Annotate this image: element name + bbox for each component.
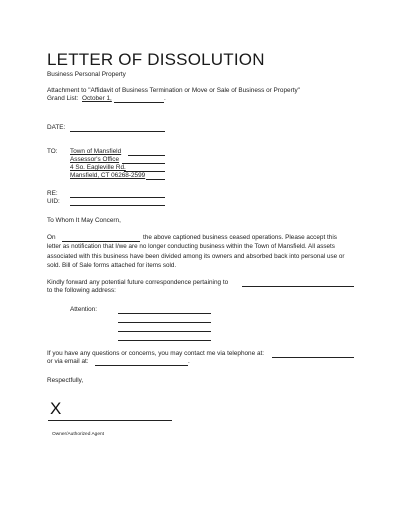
address-line-4-fill <box>146 179 165 180</box>
attachment-note: Attachment to "Affidavit of Business Termination or Move or Sale of Business or Property" <box>47 87 300 94</box>
telephone-line[interactable] <box>272 357 354 358</box>
grand-list-label: Grand List: <box>47 95 79 102</box>
address-line-2-fill <box>122 163 165 164</box>
re-line[interactable] <box>70 197 165 198</box>
to-label: TO: <box>47 148 58 155</box>
email-line[interactable] <box>95 365 188 366</box>
signature-caption: Owner/Authorized Agent <box>52 432 104 437</box>
document-title: LETTER OF DISSOLUTION <box>47 50 265 69</box>
forward-business-line[interactable] <box>242 286 354 287</box>
attention-line-4[interactable] <box>118 340 211 341</box>
document-subtitle: Business Personal Property <box>47 71 126 78</box>
re-label: RE: <box>47 190 58 197</box>
questions-label: If you have any questions or concerns, you may contact me via telephone at: <box>47 350 265 357</box>
date-label: DATE: <box>47 124 66 131</box>
date-line[interactable] <box>70 131 165 132</box>
signature-line[interactable] <box>48 420 172 421</box>
address-line-2: Assessor's Office <box>70 156 120 163</box>
attention-label: Attention: <box>70 306 98 313</box>
signature-mark: X <box>50 399 62 418</box>
attention-line-1[interactable] <box>118 313 211 314</box>
address-line-3: 4 So. Eagleville Rd. <box>70 164 126 171</box>
closing: Respectfully, <box>47 377 84 384</box>
grand-list-value: October 1, <box>82 95 112 102</box>
grand-list-year-line[interactable] <box>114 102 164 103</box>
uid-label: UID: <box>47 198 60 205</box>
email-label: or via email at: <box>47 358 89 365</box>
forward-label: Kindly forward any potential future correspondence pertaining to <box>47 279 229 286</box>
on-label: On <box>47 234 56 241</box>
uid-line[interactable] <box>70 205 165 206</box>
body-paragraph: letter as notification that I/we are no longer conducting business within the Town of Mansfield. All assets associated with this business have been divided among its owners and absorbed back into personal use or sold. Bill of Sale forms attached for items sold. <box>47 243 345 269</box>
address-line-1: Town of Mansfield <box>70 148 122 155</box>
salutation: To Whom It May Concern, <box>47 217 121 224</box>
address-line-4: Mansfield, CT 06268-2599 <box>70 172 146 179</box>
forward-continued: to the following address: <box>47 287 116 294</box>
attention-line-2[interactable] <box>118 322 211 323</box>
attention-line-3[interactable] <box>118 331 211 332</box>
email-end: . <box>188 358 190 365</box>
body-first-line: the above captioned business ceased operations. Please accept this <box>143 234 337 241</box>
address-line-1-fill <box>128 155 165 156</box>
grand-list-end: . <box>164 95 166 102</box>
